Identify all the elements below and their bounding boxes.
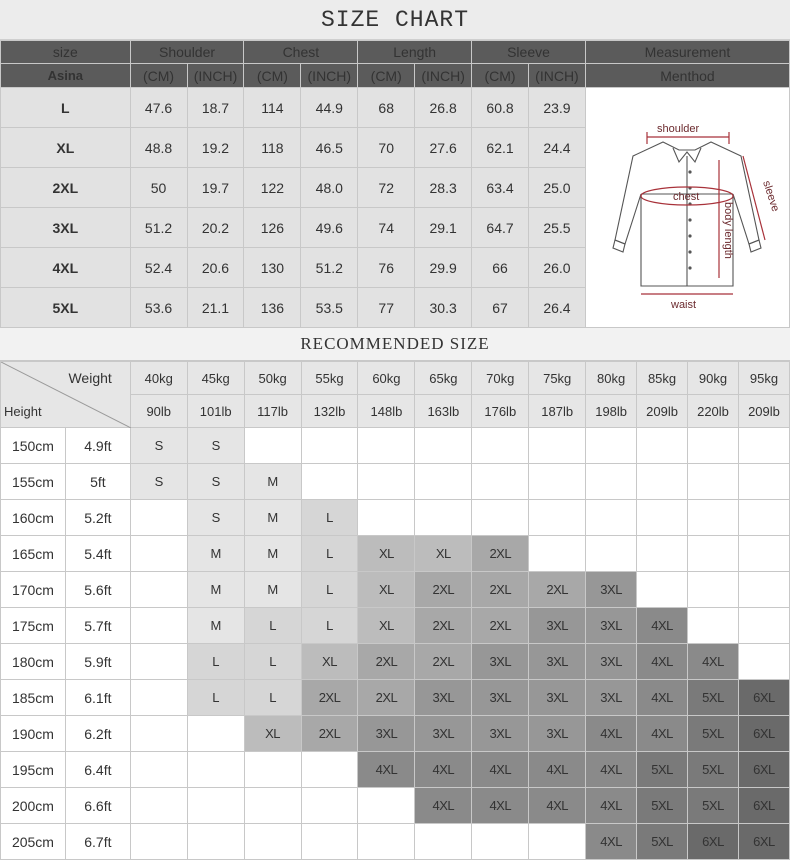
weight-kg-header: 60kg <box>358 362 415 395</box>
size-label: 4XL <box>1 248 131 288</box>
size-value: 136 <box>244 288 301 328</box>
recommended-size-cell <box>130 788 187 824</box>
diagram-label-waist: waist <box>671 299 697 311</box>
size-value: 44.9 <box>301 88 358 128</box>
height-ft: 6.4ft <box>65 752 130 788</box>
recommended-size-cell <box>688 500 739 536</box>
size-value: 74 <box>358 208 415 248</box>
recommended-size-cell: 3XL <box>529 716 586 752</box>
recommended-size-cell <box>358 788 415 824</box>
recommended-size-cell: 3XL <box>472 644 529 680</box>
weight-kg-header: 70kg <box>472 362 529 395</box>
recommended-size-cell: XL <box>358 608 415 644</box>
size-value: 76 <box>358 248 415 288</box>
recommended-size-cell <box>415 464 472 500</box>
size-value: 64.7 <box>472 208 529 248</box>
recommended-size-cell <box>187 716 244 752</box>
recommended-size-cell: 4XL <box>637 680 688 716</box>
recommended-size-cell <box>415 824 472 860</box>
recommended-size-cell: 2XL <box>529 572 586 608</box>
recommended-size-cell: L <box>301 608 358 644</box>
recommended-size-cell: L <box>244 644 301 680</box>
recommended-size-cell <box>130 572 187 608</box>
size-value: 19.2 <box>187 128 244 168</box>
shirt-measurement-diagram <box>587 90 787 322</box>
recommended-size-cell: 2XL <box>472 608 529 644</box>
measurement-diagram-cell <box>585 88 789 328</box>
height-cm: 150cm <box>1 428 66 464</box>
height-row <box>1 500 790 536</box>
recommended-size-cell: 3XL <box>529 644 586 680</box>
recommended-size-cell <box>130 500 187 536</box>
size-value: 28.3 <box>415 168 472 208</box>
height-row <box>1 536 790 572</box>
size-label: L <box>1 88 131 128</box>
diagram-label-chest: chest <box>673 191 700 203</box>
height-row <box>1 752 790 788</box>
recommended-size-cell <box>301 824 358 860</box>
recommended-size-cell: S <box>130 464 187 500</box>
unit-label: (INCH) <box>415 64 472 88</box>
size-chart-table <box>0 40 790 328</box>
weight-lb-header: 187lb <box>529 395 586 428</box>
size-label: 5XL <box>1 288 131 328</box>
size-value: 77 <box>358 288 415 328</box>
height-ft: 5.2ft <box>65 500 130 536</box>
recommended-size-cell <box>738 536 789 572</box>
height-ft: 5.7ft <box>65 608 130 644</box>
height-cm: 195cm <box>1 752 66 788</box>
height-ft: 5.4ft <box>65 536 130 572</box>
recommended-size-cell: 2XL <box>415 608 472 644</box>
recommended-size-cell: XL <box>415 536 472 572</box>
size-value: 29.1 <box>415 208 472 248</box>
recommended-size-cell: 4XL <box>529 752 586 788</box>
recommended-size-cell: 2XL <box>301 716 358 752</box>
recommended-size-cell <box>187 824 244 860</box>
recommended-size-cell: 6XL <box>688 824 739 860</box>
size-value: 24.4 <box>528 128 585 168</box>
diagram-label-body-length: body length <box>722 202 735 259</box>
recommended-size-cell: 2XL <box>415 572 472 608</box>
recommended-size-cell: 3XL <box>529 608 586 644</box>
recommended-size-cell: 2XL <box>472 536 529 572</box>
weight-lb-header: 209lb <box>637 395 688 428</box>
recommended-size-cell: 6XL <box>738 716 789 752</box>
recommended-size-cell <box>472 824 529 860</box>
height-ft: 6.1ft <box>65 680 130 716</box>
recommended-size-cell <box>472 464 529 500</box>
recommended-size-cell: S <box>187 464 244 500</box>
header-brand: Asina <box>1 64 131 88</box>
size-value: 72 <box>358 168 415 208</box>
recommended-size-cell <box>415 500 472 536</box>
recommended-size-cell <box>637 536 688 572</box>
recommended-size-cell: 3XL <box>586 644 637 680</box>
height-cm: 175cm <box>1 608 66 644</box>
height-cm: 155cm <box>1 464 66 500</box>
recommended-size-cell: M <box>244 464 301 500</box>
size-value: 25.5 <box>528 208 585 248</box>
recommended-size-cell <box>244 824 301 860</box>
recommended-size-cell: 5XL <box>688 680 739 716</box>
size-value: 20.2 <box>187 208 244 248</box>
recommended-size-cell: 4XL <box>688 644 739 680</box>
recommended-size-cell <box>688 608 739 644</box>
recommended-size-cell <box>358 824 415 860</box>
recommended-size-cell <box>529 824 586 860</box>
recommended-size-cell <box>244 788 301 824</box>
height-cm: 185cm <box>1 680 66 716</box>
unit-header-row <box>1 64 790 88</box>
recommended-size-cell: 6XL <box>738 788 789 824</box>
weight-label: Weight <box>68 370 112 386</box>
weight-kg-header: 95kg <box>738 362 789 395</box>
recommended-size-cell: 4XL <box>637 716 688 752</box>
recommended-size-cell <box>586 428 637 464</box>
recommended-size-cell <box>130 536 187 572</box>
unit-label: (INCH) <box>301 64 358 88</box>
weight-kg-row <box>1 362 790 395</box>
recommended-size-cell: 2XL <box>415 644 472 680</box>
recommended-size-cell: M <box>244 536 301 572</box>
weight-kg-header: 45kg <box>187 362 244 395</box>
size-value: 51.2 <box>301 248 358 288</box>
size-value: 29.9 <box>415 248 472 288</box>
recommended-size-cell: 2XL <box>472 572 529 608</box>
recommended-size-cell: 3XL <box>529 680 586 716</box>
header-sleeve: Sleeve <box>472 41 586 64</box>
unit-label: (CM) <box>244 64 301 88</box>
recommended-size-cell: 5XL <box>688 716 739 752</box>
weight-lb-header: 148lb <box>358 395 415 428</box>
diagram-label-sleeve: sleeve <box>760 179 782 214</box>
size-value: 48.0 <box>301 168 358 208</box>
height-row <box>1 464 790 500</box>
size-value: 122 <box>244 168 301 208</box>
weight-lb-header: 101lb <box>187 395 244 428</box>
recommended-size-cell: 4XL <box>637 608 688 644</box>
recommended-size-cell: 5XL <box>688 788 739 824</box>
height-row <box>1 680 790 716</box>
recommended-size-cell: L <box>187 680 244 716</box>
weight-kg-header: 75kg <box>529 362 586 395</box>
height-cm: 190cm <box>1 716 66 752</box>
weight-kg-header: 85kg <box>637 362 688 395</box>
recommended-size-cell: XL <box>358 572 415 608</box>
recommended-size-cell <box>586 500 637 536</box>
size-value: 20.6 <box>187 248 244 288</box>
recommended-size-cell: XL <box>358 536 415 572</box>
header-shoulder: Shoulder <box>130 41 244 64</box>
recommended-size-cell: 6XL <box>738 824 789 860</box>
recommended-size-cell: 4XL <box>586 752 637 788</box>
size-value: 52.4 <box>130 248 187 288</box>
recommended-size-cell: M <box>244 572 301 608</box>
recommended-size-cell <box>187 788 244 824</box>
size-value: 30.3 <box>415 288 472 328</box>
recommended-size-cell: S <box>187 500 244 536</box>
recommended-size-cell <box>130 644 187 680</box>
recommended-size-cell: 4XL <box>358 752 415 788</box>
size-value: 63.4 <box>472 168 529 208</box>
size-value: 53.6 <box>130 288 187 328</box>
height-row <box>1 644 790 680</box>
recommended-size-cell <box>529 536 586 572</box>
size-value: 68 <box>358 88 415 128</box>
recommended-size-cell <box>637 428 688 464</box>
unit-label: (CM) <box>472 64 529 88</box>
size-value: 118 <box>244 128 301 168</box>
weight-lb-header: 209lb <box>738 395 789 428</box>
height-row <box>1 824 790 860</box>
height-cm: 160cm <box>1 500 66 536</box>
recommended-size-cell: 3XL <box>472 716 529 752</box>
weight-lb-header: 90lb <box>130 395 187 428</box>
recommended-size-cell: 4XL <box>586 716 637 752</box>
recommended-size-cell: XL <box>301 644 358 680</box>
recommended-size-cell <box>586 464 637 500</box>
recommended-size-cell: 4XL <box>415 752 472 788</box>
recommended-size-cell <box>130 752 187 788</box>
weight-kg-header: 40kg <box>130 362 187 395</box>
size-value: 114 <box>244 88 301 128</box>
recommended-size-cell: 4XL <box>415 788 472 824</box>
recommended-size-cell <box>301 464 358 500</box>
recommended-size-cell: L <box>244 608 301 644</box>
height-row <box>1 716 790 752</box>
unit-label: (CM) <box>358 64 415 88</box>
recommended-size-cell <box>130 680 187 716</box>
size-value: 66 <box>472 248 529 288</box>
size-value: 70 <box>358 128 415 168</box>
recommended-size-cell <box>738 428 789 464</box>
height-ft: 6.2ft <box>65 716 130 752</box>
recommended-size-cell <box>415 428 472 464</box>
height-label: Height <box>4 404 42 419</box>
recommended-size-table <box>0 361 790 860</box>
recommended-size-cell <box>529 500 586 536</box>
header-size: size <box>1 41 131 64</box>
weight-kg-header: 55kg <box>301 362 358 395</box>
page-title: SIZE CHART <box>0 0 790 40</box>
recommended-size-cell: XL <box>244 716 301 752</box>
recommended-size-cell <box>529 464 586 500</box>
recommended-size-cell: S <box>130 428 187 464</box>
recommended-size-cell: 4XL <box>529 788 586 824</box>
recommended-size-cell: 4XL <box>586 788 637 824</box>
weight-kg-header: 50kg <box>244 362 301 395</box>
recommended-size-cell <box>358 464 415 500</box>
recommended-size-cell: 2XL <box>358 644 415 680</box>
recommended-size-cell: 3XL <box>415 680 472 716</box>
height-ft: 6.7ft <box>65 824 130 860</box>
recommended-size-cell <box>529 428 586 464</box>
recommended-size-cell: L <box>301 500 358 536</box>
size-value: 19.7 <box>187 168 244 208</box>
weight-lb-header: 132lb <box>301 395 358 428</box>
recommended-size-cell: 3XL <box>415 716 472 752</box>
size-value: 27.6 <box>415 128 472 168</box>
size-value: 21.1 <box>187 288 244 328</box>
recommended-size-cell <box>244 752 301 788</box>
recommended-size-cell: 5XL <box>637 824 688 860</box>
recommended-size-cell <box>130 716 187 752</box>
weight-kg-header: 90kg <box>688 362 739 395</box>
size-value: 46.5 <box>301 128 358 168</box>
height-ft: 5.6ft <box>65 572 130 608</box>
size-value: 49.6 <box>301 208 358 248</box>
size-value: 130 <box>244 248 301 288</box>
size-value: 23.9 <box>528 88 585 128</box>
recommended-size-cell: L <box>187 644 244 680</box>
size-header-row <box>1 41 790 64</box>
size-value: 26.4 <box>528 288 585 328</box>
size-value: 62.1 <box>472 128 529 168</box>
unit-label: (CM) <box>130 64 187 88</box>
recommended-size-cell <box>301 428 358 464</box>
recommended-size-cell <box>472 500 529 536</box>
recommended-size-cell: 6XL <box>738 752 789 788</box>
height-cm: 200cm <box>1 788 66 824</box>
height-row <box>1 788 790 824</box>
recommended-size-cell <box>358 428 415 464</box>
recommended-size-cell: M <box>244 500 301 536</box>
size-value: 47.6 <box>130 88 187 128</box>
recommended-size-cell <box>244 428 301 464</box>
weight-lb-header: 176lb <box>472 395 529 428</box>
diagram-label-shoulder: shoulder <box>657 123 700 135</box>
size-value: 53.5 <box>301 288 358 328</box>
recommended-size-cell <box>738 464 789 500</box>
recommended-size-cell <box>738 572 789 608</box>
recommended-size-cell <box>738 608 789 644</box>
height-row <box>1 608 790 644</box>
recommended-size-cell: L <box>301 536 358 572</box>
header-method: Menthod <box>585 64 789 88</box>
recommended-size-cell: 3XL <box>586 608 637 644</box>
recommended-size-cell <box>688 464 739 500</box>
recommended-size-cell <box>130 608 187 644</box>
size-label: XL <box>1 128 131 168</box>
header-measurement: Measurement <box>585 41 789 64</box>
height-cm: 180cm <box>1 644 66 680</box>
weight-kg-header: 80kg <box>586 362 637 395</box>
recommended-size-cell: 5XL <box>688 752 739 788</box>
size-value: 67 <box>472 288 529 328</box>
recommended-size-cell <box>637 464 688 500</box>
unit-label: (INCH) <box>187 64 244 88</box>
recommended-size-cell <box>738 500 789 536</box>
recommended-size-cell <box>301 788 358 824</box>
recommended-size-cell: M <box>187 608 244 644</box>
recommended-size-cell <box>187 752 244 788</box>
recommended-size-cell: 3XL <box>358 716 415 752</box>
weight-lb-header: 163lb <box>415 395 472 428</box>
size-value: 18.7 <box>187 88 244 128</box>
recommended-size-cell <box>637 500 688 536</box>
recommended-size-cell: 5XL <box>637 752 688 788</box>
unit-label: (INCH) <box>528 64 585 88</box>
weight-lb-header: 198lb <box>586 395 637 428</box>
height-ft: 6.6ft <box>65 788 130 824</box>
weight-lb-header: 220lb <box>688 395 739 428</box>
size-value: 25.0 <box>528 168 585 208</box>
height-row <box>1 572 790 608</box>
recommended-size-cell <box>637 572 688 608</box>
weight-kg-header: 65kg <box>415 362 472 395</box>
size-value: 26.8 <box>415 88 472 128</box>
recommended-size-cell: S <box>187 428 244 464</box>
recommended-size-cell <box>472 428 529 464</box>
height-cm: 170cm <box>1 572 66 608</box>
recommended-size-cell: 6XL <box>738 680 789 716</box>
size-value: 60.8 <box>472 88 529 128</box>
recommended-size-cell: 2XL <box>301 680 358 716</box>
recommended-size-title: RECOMMENDED SIZE <box>0 327 790 361</box>
header-chest: Chest <box>244 41 358 64</box>
recommended-size-cell <box>586 536 637 572</box>
recommended-size-cell <box>738 644 789 680</box>
recommended-size-cell: 3XL <box>586 680 637 716</box>
recommended-size-cell: M <box>187 572 244 608</box>
size-label: 2XL <box>1 168 131 208</box>
recommended-size-cell: 5XL <box>637 788 688 824</box>
recommended-size-cell <box>301 752 358 788</box>
recommended-size-cell: L <box>244 680 301 716</box>
recommended-size-cell: M <box>187 536 244 572</box>
size-value: 50 <box>130 168 187 208</box>
size-value: 26.0 <box>528 248 585 288</box>
recommended-size-cell <box>358 500 415 536</box>
recommended-size-cell: 2XL <box>358 680 415 716</box>
recommended-size-cell: L <box>301 572 358 608</box>
recommended-size-cell: 4XL <box>472 788 529 824</box>
height-row <box>1 428 790 464</box>
recommended-size-cell <box>688 572 739 608</box>
size-value: 126 <box>244 208 301 248</box>
recommended-size-cell: 3XL <box>586 572 637 608</box>
height-ft: 5ft <box>65 464 130 500</box>
height-ft: 5.9ft <box>65 644 130 680</box>
size-value: 48.8 <box>130 128 187 168</box>
size-label: 3XL <box>1 208 131 248</box>
height-ft: 4.9ft <box>65 428 130 464</box>
weight-lb-header: 117lb <box>244 395 301 428</box>
recommended-size-cell: 4XL <box>472 752 529 788</box>
size-row <box>1 88 790 128</box>
table-corner <box>1 362 131 428</box>
height-cm: 165cm <box>1 536 66 572</box>
height-cm: 205cm <box>1 824 66 860</box>
recommended-size-cell: 4XL <box>637 644 688 680</box>
size-value: 51.2 <box>130 208 187 248</box>
recommended-size-cell <box>688 536 739 572</box>
recommended-size-cell <box>688 428 739 464</box>
header-length: Length <box>358 41 472 64</box>
recommended-size-cell: 4XL <box>586 824 637 860</box>
recommended-size-cell <box>130 824 187 860</box>
recommended-size-cell: 3XL <box>472 680 529 716</box>
